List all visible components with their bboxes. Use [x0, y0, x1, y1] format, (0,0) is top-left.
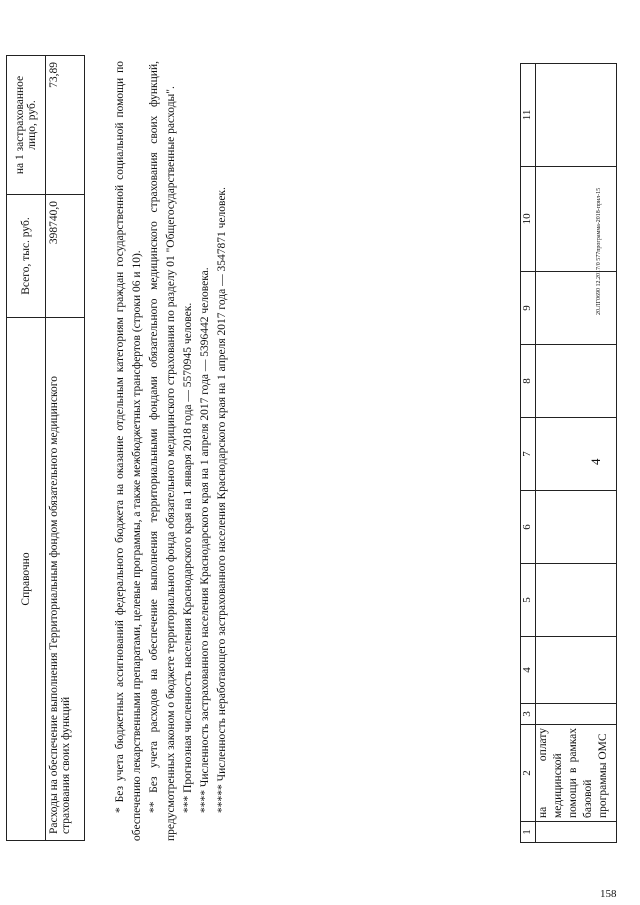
- column-header: 5: [521, 563, 536, 636]
- table-row: [536, 64, 617, 843]
- column-header: 6: [521, 490, 536, 563]
- table-cell: [536, 704, 617, 725]
- footer-code: 20.ЛГ0690 12.2017/0 577программа-2018-прил-15: [596, 187, 602, 315]
- footnote-3: *** Прогнозная численность населения Краснодарского края на 1 января 2018 года — 5570945 человек.: [182, 302, 194, 813]
- column-header: 1: [521, 822, 536, 843]
- table-header-row: [521, 64, 536, 843]
- row-description: на оплату медицинской помощи в рамках базовой программы ОМС: [536, 725, 617, 822]
- column-header: 4: [521, 637, 536, 704]
- row-description: Расходы на обеспечение выполнения Территориальным фондом обязательного медицинского страхования своих функций: [46, 318, 85, 841]
- column-header: 9: [521, 271, 536, 344]
- per-person-value: 73,89: [46, 56, 85, 195]
- column-header: Справочно: [7, 318, 46, 841]
- budget-table: [520, 63, 617, 843]
- table-cell: [536, 490, 617, 563]
- page-number: 4: [588, 458, 603, 465]
- column-header: 2: [521, 725, 536, 822]
- column-header: на 1 застрахованное лицо, руб.: [7, 56, 46, 195]
- table-cell: [536, 166, 617, 271]
- table-cell: [536, 344, 617, 417]
- footnote-1: * Без учета бюджетных ассигнований федерального бюджета на оказание отдельным категориям граждан государственной социальной помощи по обеспечению лекарственными препаратами, целевые программы, а также межбюджетных трансфертов (строки 06 и 10).: [114, 61, 143, 841]
- table-cell: [536, 64, 617, 167]
- table-cell: [536, 271, 617, 344]
- table-cell: [536, 417, 617, 490]
- footnote-2: ** Без учета расходов на обеспечение выполнения территориальными фондами обязательного медицинского страхования своих функций, предусмотренных законом о бюджете территориального фонда обязательного медицинского страхования по разделу 01 "Общегосударственные расходы".: [148, 61, 177, 841]
- table-row: [46, 56, 85, 841]
- column-header: 11: [521, 64, 536, 167]
- table-cell: [536, 637, 617, 704]
- reference-table: [6, 55, 85, 841]
- footnotes: [112, 61, 231, 841]
- table-cell: [536, 822, 617, 843]
- column-header: 10: [521, 166, 536, 271]
- table-cell: [536, 563, 617, 636]
- column-header: 3: [521, 704, 536, 725]
- footnote-4: **** Численность застрахованного населения Краснодарского края на 1 апреля 2017 года — 5396442 человека.: [199, 267, 211, 813]
- table-header-row: [7, 56, 46, 841]
- footnote-5: ***** Численность неработающего застрахованного населения Краснодарского края на 1 апреля 2017 года — 3547871 человек.: [216, 187, 228, 813]
- corner-page-number: 158: [600, 888, 617, 900]
- column-header: 8: [521, 344, 536, 417]
- column-header: Всего, тыс. руб.: [7, 195, 46, 318]
- total-value: 398740,0: [46, 195, 85, 318]
- column-header: 7: [521, 417, 536, 490]
